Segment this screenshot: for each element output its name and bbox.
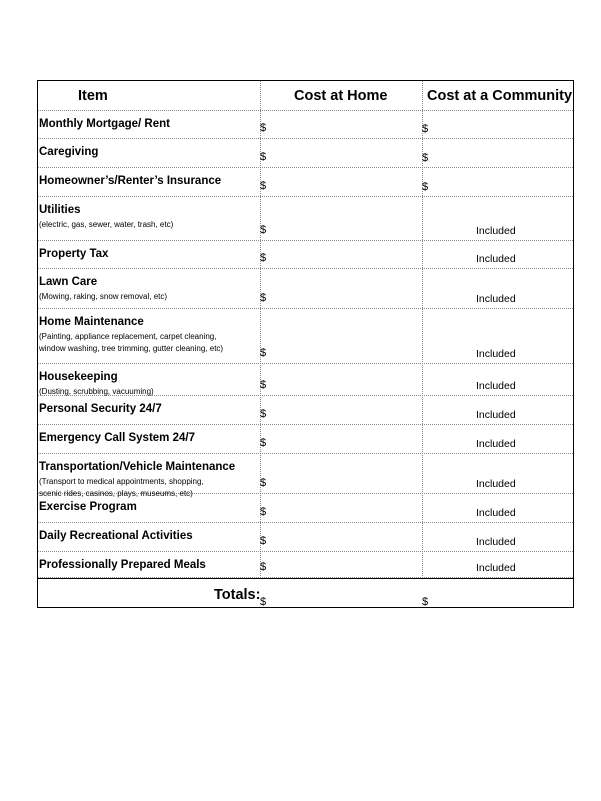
home-cost-field[interactable]: $ [260, 477, 267, 489]
table-row [38, 111, 573, 139]
header-cost-at-home: Cost at Home [294, 88, 388, 104]
table-row [38, 197, 573, 241]
home-cost-field[interactable]: $ [260, 379, 267, 391]
table-row [38, 139, 573, 168]
header-row [38, 81, 573, 111]
community-cost-field[interactable]: $ [422, 123, 429, 135]
item-title: Homeowner’s/Renter’s Insurance [39, 175, 222, 187]
home-cost-field[interactable]: $ [260, 535, 267, 547]
item-title: Personal Security 24/7 [39, 403, 162, 415]
community-included-text: Included [476, 253, 516, 265]
community-included-text: Included [476, 507, 516, 519]
home-cost-field[interactable]: $ [260, 437, 267, 449]
home-cost-field[interactable]: $ [260, 224, 267, 236]
table-row [38, 523, 573, 552]
totals-divider [38, 578, 573, 579]
table-row [38, 494, 573, 523]
table-row [38, 364, 573, 396]
home-cost-field[interactable]: $ [260, 292, 267, 304]
item-title: Transportation/Vehicle Maintenance [39, 461, 236, 473]
table-row [38, 425, 573, 454]
header-item: Item [78, 88, 108, 104]
community-included-text: Included [476, 348, 516, 360]
totals-home-dollar[interactable]: $ [260, 596, 267, 608]
item-title: Lawn Care [39, 276, 98, 288]
table-row [38, 552, 573, 578]
home-cost-field[interactable]: $ [260, 180, 267, 192]
home-cost-field[interactable]: $ [260, 561, 267, 573]
community-cost-field[interactable]: $ [422, 152, 429, 164]
item-title: Caregiving [39, 146, 99, 158]
item-description: (Dusting, scrubbing, vacuuming) [39, 387, 154, 396]
home-cost-field[interactable]: $ [260, 122, 267, 134]
table-row [38, 241, 573, 269]
community-included-text: Included [476, 409, 516, 421]
item-title: Monthly Mortgage/ Rent [39, 118, 170, 130]
item-title: Home Maintenance [39, 316, 144, 328]
item-title: Exercise Program [39, 501, 137, 513]
community-cost-field[interactable]: $ [422, 181, 429, 193]
community-included-text: Included [476, 225, 516, 237]
community-included-text: Included [476, 478, 516, 490]
table-row [38, 396, 573, 425]
table-row [38, 309, 573, 364]
totals-label: Totals: [214, 587, 261, 603]
community-included-text: Included [476, 380, 516, 392]
item-title: Property Tax [39, 248, 109, 260]
table-row [38, 269, 573, 309]
home-cost-field[interactable]: $ [260, 151, 267, 163]
home-cost-field[interactable]: $ [260, 408, 267, 420]
item-description: (Transport to medical appointments, shopping, [39, 477, 204, 486]
item-description: (Mowing, raking, snow removal, etc) [39, 292, 168, 301]
community-included-text: Included [476, 562, 516, 574]
community-included-text: Included [476, 536, 516, 548]
home-cost-field[interactable]: $ [260, 252, 267, 264]
community-included-text: Included [476, 293, 516, 305]
item-title: Housekeeping [39, 371, 118, 383]
item-description: (Painting, appliance replacement, carpet cleaning, [39, 332, 217, 341]
item-title: Utilities [39, 204, 81, 216]
item-description: scenic rides, casinos, plays, museums, etc) [39, 489, 193, 498]
header-cost-at-community: Cost at a Community [427, 88, 573, 104]
item-title: Emergency Call System 24/7 [39, 432, 195, 444]
table-row [38, 168, 573, 197]
home-cost-field[interactable]: $ [260, 347, 267, 359]
table-row [38, 454, 573, 498]
home-cost-field[interactable]: $ [260, 506, 267, 518]
totals-community-dollar[interactable]: $ [422, 596, 429, 608]
cost-comparison-table [37, 80, 574, 608]
item-description: (electric, gas, sewer, water, trash, etc) [39, 220, 174, 229]
item-description: window washing, tree trimming, gutter cleaning, etc) [39, 344, 224, 353]
community-included-text: Included [476, 438, 516, 450]
item-title: Professionally Prepared Meals [39, 559, 206, 571]
item-title: Daily Recreational Activities [39, 530, 193, 542]
